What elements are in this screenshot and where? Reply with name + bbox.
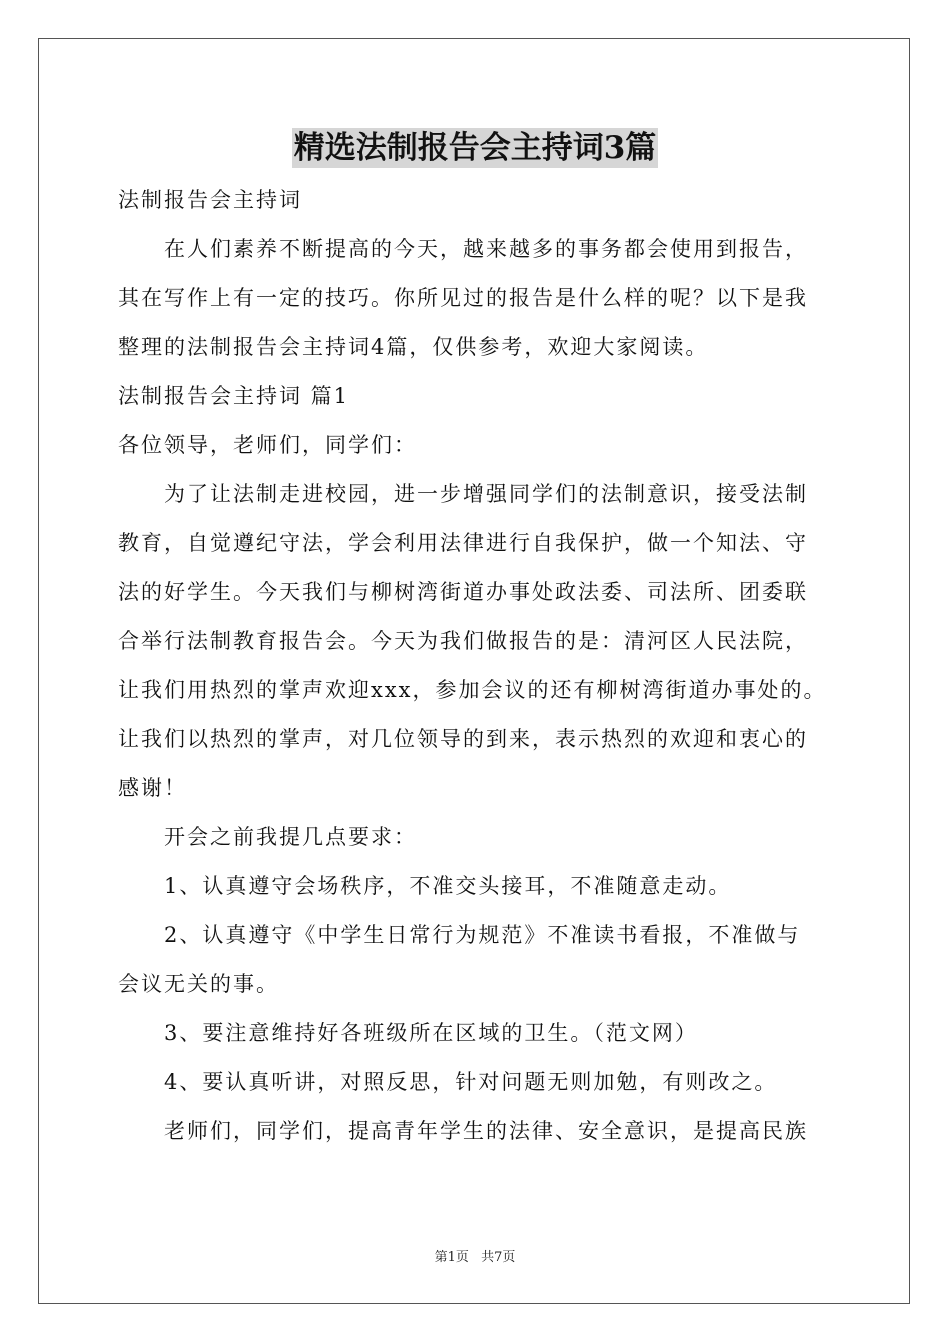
paragraph-line: 为了让法制走进校园，进一步增强同学们的法制意识，接受法制 bbox=[164, 482, 808, 506]
paragraph-line: 教育，自觉遵纪守法，学会利用法律进行自我保护，做一个知法、守 bbox=[118, 531, 808, 555]
section-heading: 法制报告会主持词 bbox=[118, 188, 302, 212]
paragraph-line: 开会之前我提几点要求： bbox=[164, 825, 417, 849]
document-title: 精选法制报告会主持词3篇 bbox=[293, 130, 657, 166]
paragraph-line: 老师们，同学们，提高青年学生的法律、安全意识，是提高民族 bbox=[164, 1119, 808, 1143]
paragraph-line: 其在写作上有一定的技巧。你所见过的报告是什么样的呢？以下是我 bbox=[118, 286, 808, 310]
list-item-continuation: 会议无关的事。 bbox=[118, 972, 279, 996]
paragraph-line: 法的好学生。今天我们与柳树湾街道办事处政法委、司法所、团委联 bbox=[118, 580, 808, 604]
paragraph-line: 感谢！ bbox=[118, 776, 187, 800]
paragraph-line: 合举行法制教育报告会。今天为我们做报告的是：清河区人民法院， bbox=[118, 629, 808, 653]
document-body bbox=[118, 176, 838, 1156]
list-item: 3、要注意维持好各班级所在区域的卫生。（范文网） bbox=[164, 1021, 698, 1045]
list-item: 2、认真遵守《中学生日常行为规范》不准读书看报，不准做与 bbox=[164, 923, 801, 947]
list-item: 4、要认真听讲，对照反思，针对问题无则加勉，有则改之。 bbox=[164, 1070, 778, 1094]
salutation-line: 各位领导，老师们，同学们： bbox=[118, 433, 417, 457]
list-item: 1、认真遵守会场秩序，不准交头接耳，不准随意走动。 bbox=[164, 874, 732, 898]
paragraph-line: 让我们以热烈的掌声，对几位领导的到来，表示热烈的欢迎和衷心的 bbox=[118, 727, 808, 751]
title-container bbox=[0, 128, 950, 168]
page-number: 第1页 bbox=[434, 1250, 469, 1265]
section-heading: 法制报告会主持词 篇1 bbox=[118, 384, 350, 408]
page-footer bbox=[0, 1246, 950, 1265]
page-total: 共7页 bbox=[481, 1250, 516, 1265]
paragraph-line: 在人们素养不断提高的今天，越来越多的事务都会使用到报告， bbox=[164, 237, 808, 261]
paragraph-line: 整理的法制报告会主持词4篇，仅供参考，欢迎大家阅读。 bbox=[118, 335, 709, 359]
paragraph-line: 让我们用热烈的掌声欢迎xxx，参加会议的还有柳树湾街道办事处的。 bbox=[118, 678, 827, 702]
